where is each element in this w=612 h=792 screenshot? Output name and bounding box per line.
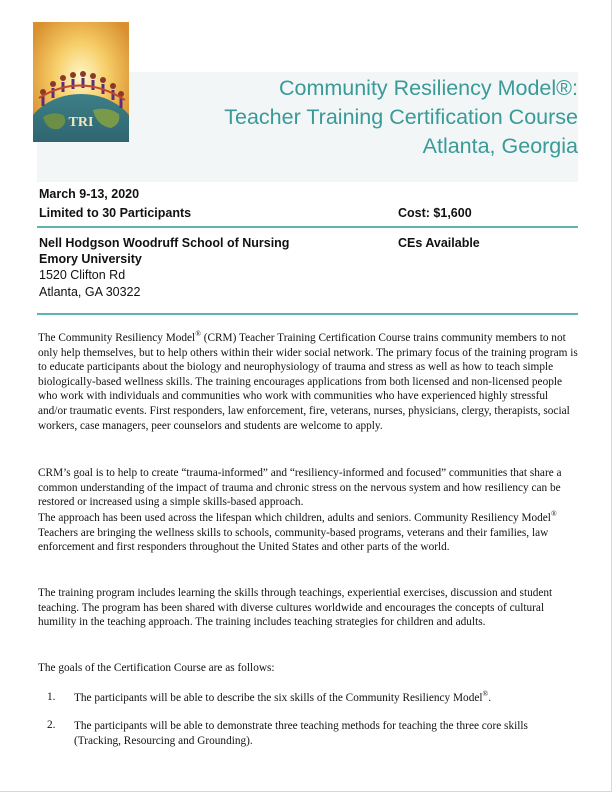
approach-paragraph: The approach has been used across the lifespan which children, adults and seniors. Community Resiliency Model® Teachers are bringing the wellness skills to schools, community-based programs, veterans and their families, law enforcement and first responders throughout the United States and other parts of the world. [38, 509, 557, 554]
intro-paragraph: The Community Resiliency Model® (CRM) Teacher Training Certification Course trains community members to not only help themselves, but to help others within their wider social network. The primary focus of the training program is to educate participants about the biology and neurophysiology of trauma and stress as well as how to teach simple biologically-based wellness skills. The training encourages applications from both licensed and non-licensed people who work with individuals and communities who work with communities who have experienced highly stressful and/or traumatic events. First responders, law enforcement, fire, veterans, nurses, physicians, clergy, therapists, social workers, case managers, peer counselors and students are welcome to apply. [38, 329, 578, 432]
title-line-1: Community Resiliency Model®: [278, 76, 578, 100]
goal-item-2: The participants will be able to demonstrate three teaching methods for teaching the three core skills (Tracking, Resourcing and Grounding). [74, 720, 528, 747]
logo-text: TRI [68, 115, 94, 130]
ces-available: CEs Available [398, 236, 480, 250]
goal-number-2: 2. [47, 719, 56, 731]
tri-logo [33, 22, 129, 142]
goal-number-1: 1. [47, 691, 56, 703]
goal-item-1: The participants will be able to describe the six skills of the Community Resiliency Model®. [74, 689, 492, 704]
divider-bottom [37, 313, 578, 315]
page-title [224, 74, 578, 161]
goals-intro: The goals of the Certification Course are as follows: [38, 662, 275, 674]
school-name: Nell Hodgson Woodruff School of Nursing [39, 236, 290, 250]
title-line-3: Atlanta, Georgia [422, 134, 578, 158]
participant-limit: Limited to 30 Participants [39, 206, 192, 220]
title-line-2: Teacher Training Certification Course [224, 105, 578, 129]
address-line-2: Atlanta, GA 30322 [39, 285, 141, 299]
event-dates: March 9-13, 2020 [39, 187, 140, 201]
address-line-1: 1520 Clifton Rd [39, 268, 126, 282]
goal-paragraph: CRM’s goal is to help to create “trauma-informed” and “resiliency-informed and focused” communities that share a common understanding of the impact of trauma and chronic stress on the nervous system and how resiliency can be restored or increased using a simple skills-based approach. [38, 467, 562, 509]
university-name: Emory University [39, 252, 142, 266]
divider-top [37, 226, 578, 228]
event-cost: Cost: $1,600 [398, 206, 472, 220]
training-paragraph: The training program includes learning the skills through teachings, experiential exercises, discussion and student teaching. The program has been shared with diverse cultures worldwide and encourages the concepts of cultural humility in the teaching approach. The training includes teaching strategies for children and adults. [38, 587, 553, 629]
